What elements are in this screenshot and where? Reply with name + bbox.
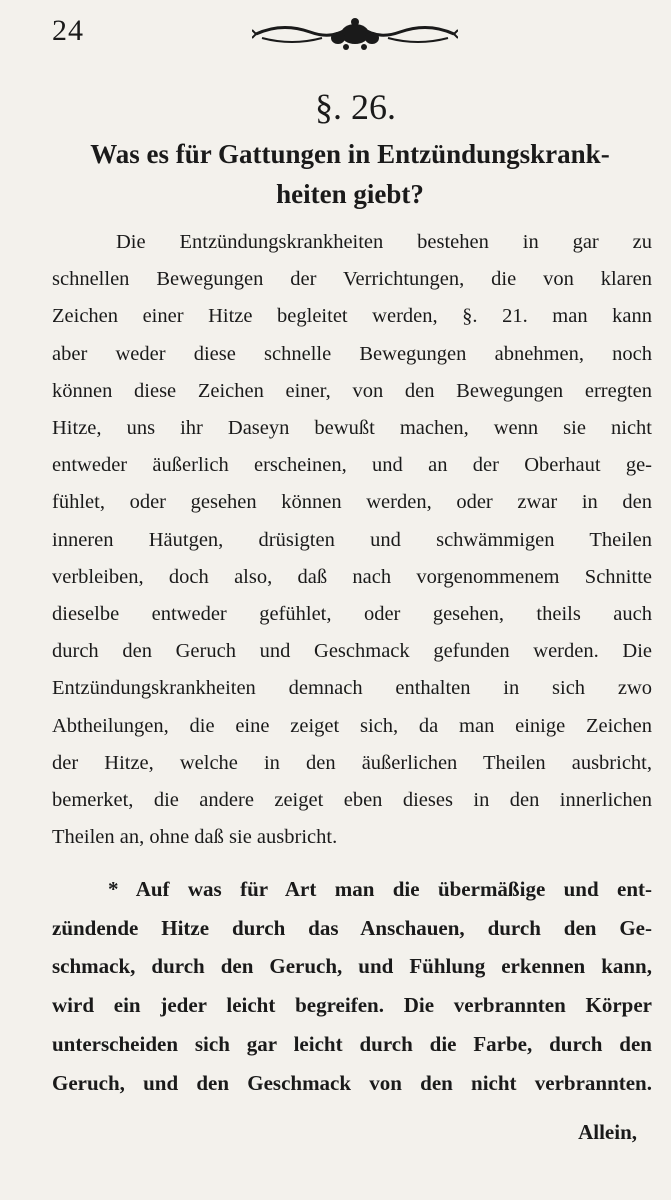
- body-line: Zeichen einer Hitze begleitet werden, §. 21. man kann: [52, 305, 652, 328]
- body-line: entweder äußerlich erscheinen, und an der Oberhaut ge-: [52, 454, 652, 477]
- ornament-icon: [252, 14, 458, 54]
- body-line: bemerket, die andere zeiget eben dieses in den innerlichen: [52, 789, 652, 812]
- body-line: fühlet, oder gesehen können werden, oder zwar in den: [52, 491, 652, 514]
- body-line: durch den Geruch und Geschmack gefunden werden. Die: [52, 640, 652, 663]
- section-heading: §. 26.: [315, 87, 396, 127]
- page-number: 24: [52, 14, 84, 47]
- body-line: können diese Zeichen einer, von den Bewegungen erregten: [52, 379, 652, 402]
- body-line: Theilen an, ohne daß sie ausbricht.: [52, 826, 338, 849]
- catchword: Allein,: [578, 1120, 637, 1144]
- body-line: Die Entzündungskrankheiten bestehen in gar zu: [116, 231, 652, 253]
- body-line: Hitze, uns ihr Daseyn bewußt machen, wenn sie nicht: [52, 417, 652, 440]
- footnote-line: Geruch, und den Geschmack von den nicht verbrannten.: [52, 1070, 652, 1095]
- footnote-line: unterscheiden sich gar leicht durch die Farbe, durch den: [52, 1031, 652, 1056]
- body-line: der Hitze, welche in den äußerlichen Theilen ausbricht,: [52, 751, 652, 774]
- body-line: Abtheilungen, die eine zeiget sich, da man einige Zeichen: [52, 714, 652, 737]
- body-line: inneren Häutgen, drüsigten und schwämmigen Theilen: [52, 528, 652, 551]
- footnote-line: schmack, durch den Geruch, und Fühlung erkennen kann,: [52, 954, 652, 979]
- body-line: Entzündungskrankheiten demnach enthalten in sich zwo: [52, 677, 652, 700]
- body-paragraph: [52, 224, 652, 856]
- body-line: aber weder diese schnelle Bewegungen abnehmen, noch: [52, 342, 652, 365]
- section-title: [70, 134, 630, 214]
- body-line: dieselbe entweder gefühlet, oder gesehen, theils auch: [52, 603, 652, 626]
- body-line: schnellen Bewegungen der Verrichtungen, die von klaren: [52, 268, 652, 291]
- body-line: verbleiben, doch also, daß nach vorgenommenem Schnitte: [52, 565, 652, 588]
- footnote-line: * Auf was für Art man die übermäßige und ent-: [108, 877, 652, 901]
- title-line: heiten giebt?: [276, 179, 424, 209]
- title-line: Was es für Gattungen in Entzündungskrank-: [90, 139, 610, 169]
- footnote: [52, 870, 652, 1102]
- footnote-line: wird ein jeder leicht begreifen. Die verbrannten Körper: [52, 993, 652, 1018]
- footnote-line: zündende Hitze durch das Anschauen, durch den Ge-: [52, 915, 652, 940]
